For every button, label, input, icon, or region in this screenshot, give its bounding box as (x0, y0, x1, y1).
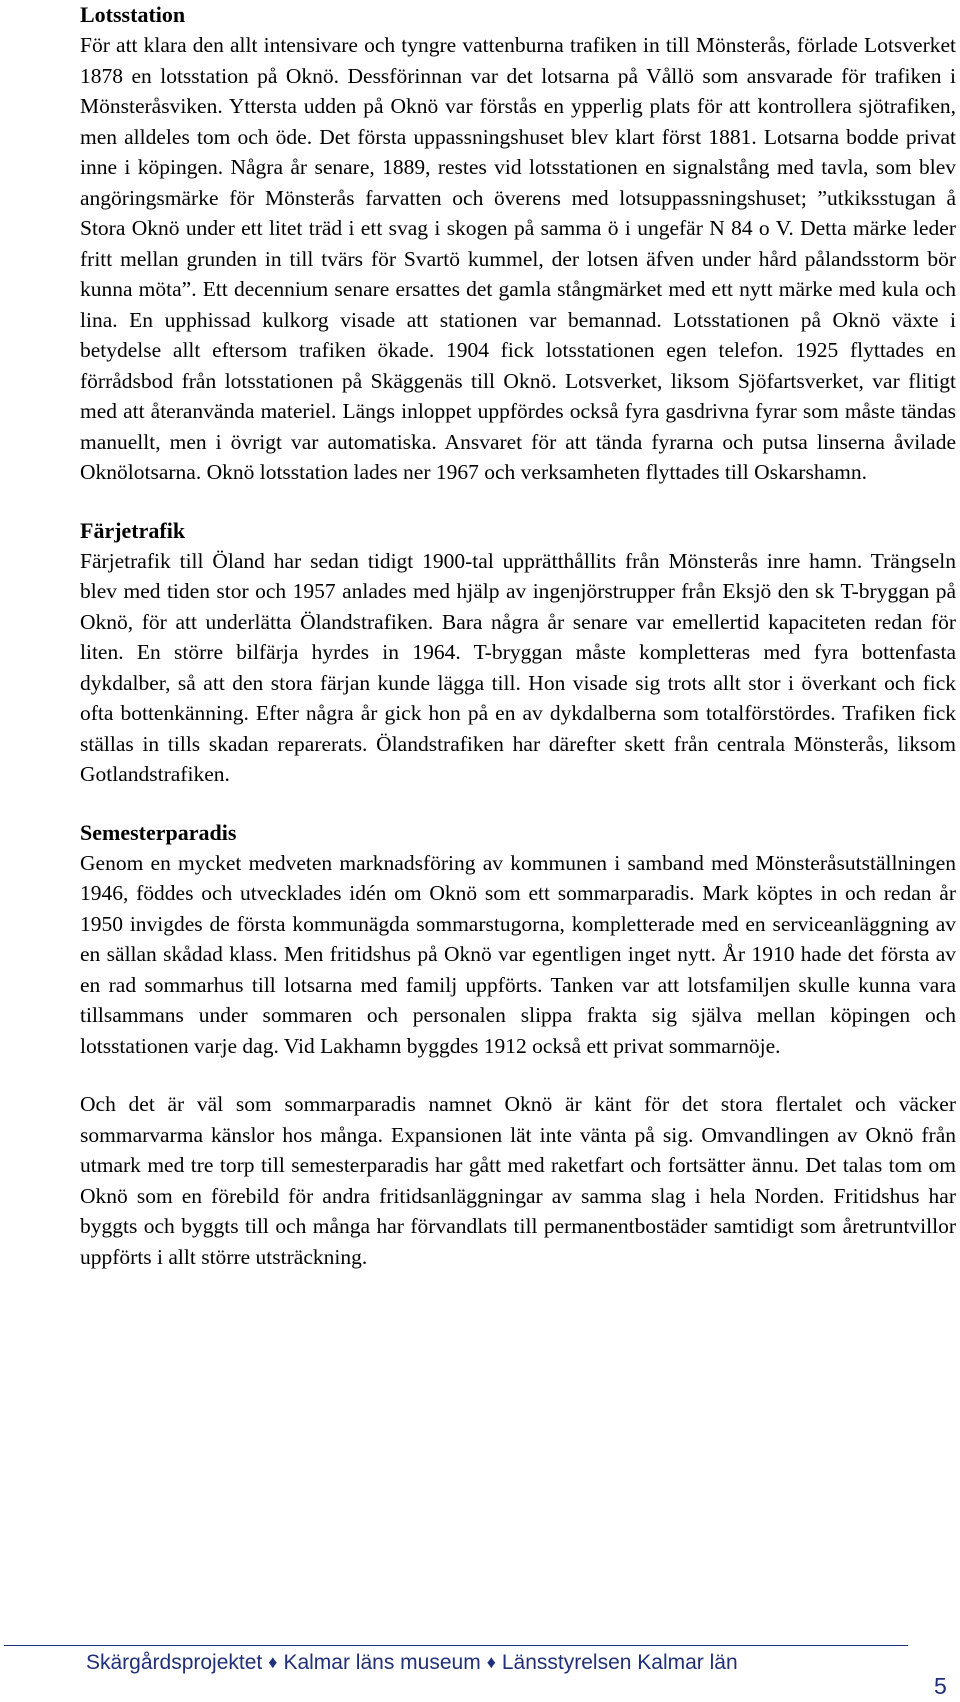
footer-county-board-name: Länsstyrelsen Kalmar län (501, 1651, 738, 1674)
footer-divider (4, 1645, 908, 1646)
diamond-separator-icon: ♦ (268, 1652, 278, 1672)
footer-museum-name: Kalmar läns museum (283, 1651, 481, 1674)
footer-project-name: Skärgårdsprojektet (86, 1651, 263, 1674)
diamond-separator-icon: ♦ (486, 1652, 496, 1672)
paragraph-farjetrafik: Färjetrafik till Öland har sedan tidigt 1900-tal upprätthållits från Mönsterås inre hamn. Trängseln blev med tiden stor och 1957 anlades med hjälp av ingenjörstrupper från Eksjö den sk T-bryggan på Oknö, för att underlätta Ölandstrafiken. Bara några år senare var emellertid kapaciteten redan för liten. En större bilfärja hyrdes in 1964. T-bryggan måste kompletteras med fyra bottenfasta dykdalber, så att den stora färjan kunde lägga till. Hon visade sig trots allt stor i överkant och fick ofta bottenkänning. Efter några år gick hon på en av dykdalberna som totalförstördes. Trafiken fick ställas in tills skadan reparerats. Ölandstrafiken har därefter skett från centrala Mönsterås, liksom Gotlandstrafiken. (80, 548, 956, 786)
section-title-farjetrafik: Färjetrafik (80, 517, 186, 543)
page-number: 5 (934, 1673, 947, 1699)
section-title-lotsstation: Lotsstation (80, 2, 186, 27)
paragraph-semesterparadis-1: Genom en mycket medveten marknadsföring av kommunen i samband med Mönsteråsutställningen 1946, föddes och utvecklades idén om Oknö som ett sommarparadis. Mark köptes in och redan år 1950 invigdes de första kommunägda sommarstugorna, kompletterade med en serviceanläggning av en sällan skådad klass. Men fritidshus på Oknö var egentligen inget nytt. År 1910 hade det första av en rad sommarhus till lotsarna med familj uppförts. Tanken var att lotsfamiljen skulle kunna vara tillsammans under sommaren och personalen slippa frakta sig själva mellan köpingen och lotsstationen varje dag. Vid Lakhamn byggdes 1912 också ett privat sommarnöje. (80, 850, 956, 1058)
paragraph-lotsstation: För att klara den allt intensivare och tyngre vattenburna trafiken in till Mönsterås, förlade Lotsverket 1878 en lotsstation på Oknö. Dessförinnan var det lotsarna på Vållö som ansvarade för trafiken i Mönsteråsviken. Yttersta udden på Oknö var förstås en ypperlig plats för att kontrollera sjötrafiken, men alldeles tom och öde. Det första uppassningshuset blev klart först 1881. Lotsarna bodde privat inne i köpingen. Några år senare, 1889, restes vid lotsstationen en signalstång med tavla, som blev angöringsmärke för Mönsterås farvatten och överens med lotsuppassningshuset; ”utkiksstugan å Stora Oknö under ett litet träd i ett svag i skogen på samma ö i ungefär N 84 o V. Detta märke leder fritt mellan grunden in till tvärs för Svartö kummel, der lotsen äfven under hård pålandsstorm bör kunna möta”. Ett decennium senare ersattes det gamla stångmärket med ett nytt märke med kula och lina. En upphissad kulkorg visade att stationen var bemannad. Lotsstationen på Oknö växte i betydelse allt eftersom trafiken ökade. 1904 fick lotsstationen egen telefon. 1925 flyttades en förrådsbod från lotsstationen på Skäggenäs till Oknö. Lotsverket, liksom Sjöfartsverket, var flitigt med att återanvända materiel. Längs inloppet uppfördes också fyra gasdrivna fyrar som måste tändas manuellt, men i övrigt var automatiska. Ansvaret för att tända fyrarna och putsa linserna åvilade Oknölotsarna. Oknö lotsstation lades ner 1967 och verksamheten flyttades till Oskarshamn. (80, 33, 956, 484)
footer (86, 1648, 738, 1677)
document-body (80, 0, 956, 1272)
paragraph-semesterparadis-2: Och det är väl som sommarparadis namnet Oknö är känt för det stora flertalet och väcker sommarvarma känslor hos många. Expansionen lät inte vänta på sig. Omvandlingen av Oknö från utmark med tre torp till semesterparadis har gått med raketfart och fortsätter ännu. Det talas tom om Oknö som en förebild för andra fritidsanläggningar av samma slag i hela Norden. Fritidshus har byggts och byggts till och många har förvandlats till permanentbostäder samtidigt som åretruntvillor uppförts i allt större utsträckning. (80, 1092, 956, 1269)
section-title-semesterparadis: Semesterparadis (80, 819, 237, 845)
